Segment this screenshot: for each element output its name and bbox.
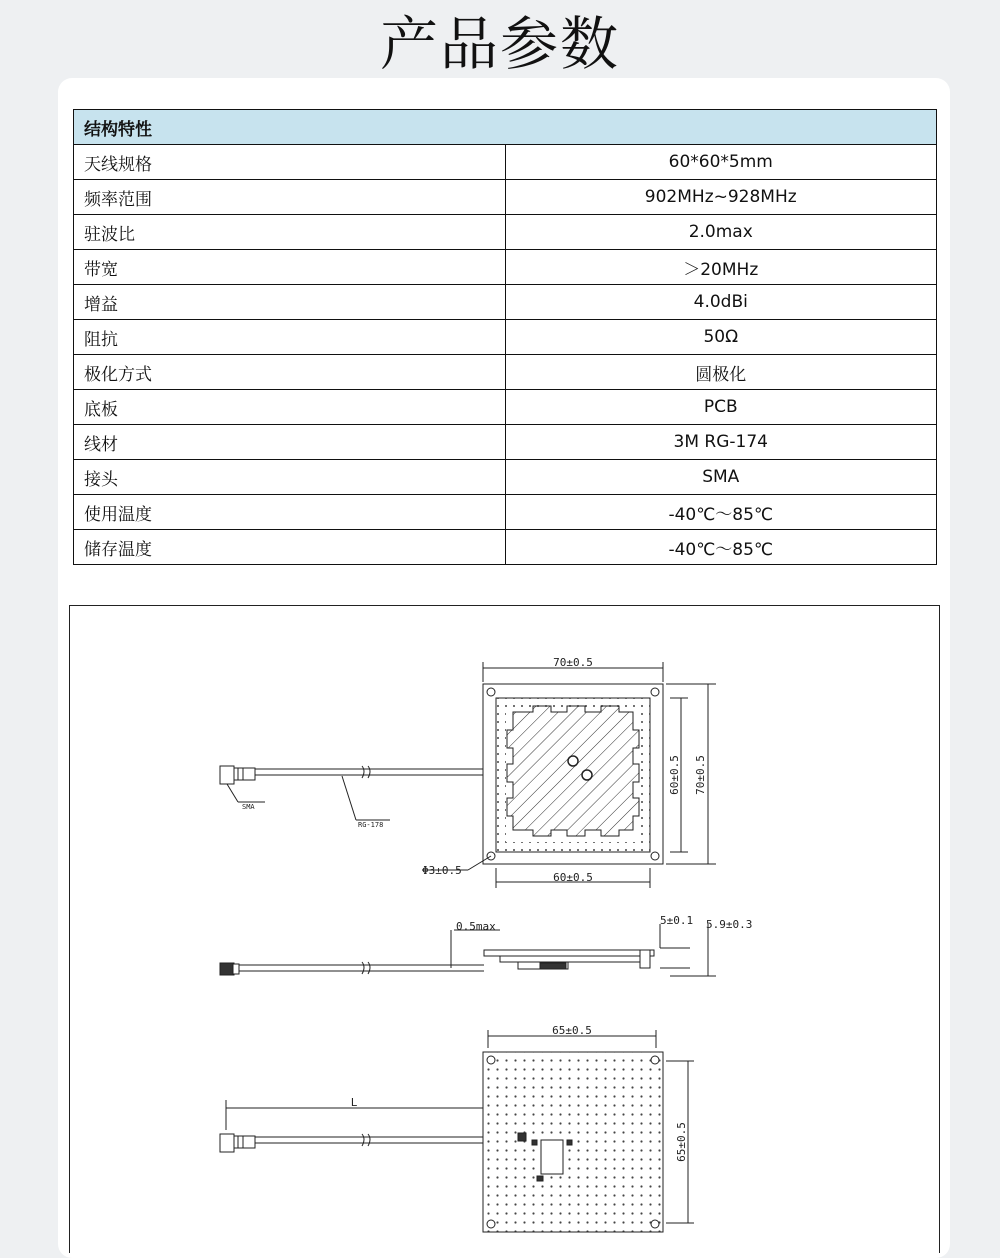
spec-value: 60*60*5mm [505,145,937,180]
spec-value: -40℃～85℃ [505,530,937,565]
spec-label: 驻波比 [74,215,506,250]
spec-value: -40℃～85℃ [505,495,937,530]
spec-value: 圆极化 [505,355,937,390]
bottom-board-outline [483,1052,663,1232]
dim-bottom-width: 65±0.5 [552,1024,592,1037]
dim-outer-width: 70±0.5 [553,656,593,669]
dim-patch-height: 60±0.5 [668,755,681,795]
table-row [74,250,937,285]
spec-value: 4.0dBi [505,285,937,320]
dim-hole: Φ3±0.5 [422,864,462,877]
table-header-row [74,110,937,145]
drawing-svg [70,606,941,1254]
spec-value: 50Ω [505,320,937,355]
dim-board-thickness: 5±0.1 [660,914,694,927]
spec-label: 阻抗 [74,320,506,355]
page-title: 产品参数 [379,10,620,78]
table-row [74,425,937,460]
dim-cable-length: L [350,1096,358,1109]
table-header: 结构特性 [74,110,937,145]
table-row [74,215,937,250]
table-row [74,530,937,565]
spec-label: 储存温度 [74,530,506,565]
spec-value: PCB [505,390,937,425]
cable-label: RG-178 [358,821,384,829]
table-row [74,145,937,180]
radiating-patch [507,706,639,836]
spec-label: 天线规格 [74,145,506,180]
spec-label: 接头 [74,460,506,495]
spec-label: 使用温度 [74,495,506,530]
dim-patch-width: 60±0.5 [553,871,593,884]
table-row [74,460,937,495]
spec-value: ＞20MHz [505,250,937,285]
bottom-view [220,1030,694,1232]
feed-point-1 [568,756,578,766]
top-view [220,662,716,888]
spec-label: 频率范围 [74,180,506,215]
spec-label: 底板 [74,390,506,425]
table-row [74,285,937,320]
table-row [74,320,937,355]
table-row [74,355,937,390]
spec-value: 2.0max [505,215,937,250]
table-row [74,495,937,530]
table-row [74,180,937,215]
spec-label: 增益 [74,285,506,320]
technical-drawing [69,605,940,1253]
dim-bottom-height: 65±0.5 [675,1122,688,1162]
spec-value: SMA [505,460,937,495]
connector-label: SMA [242,803,255,811]
spec-table [73,109,937,565]
spec-value: 3M RG-174 [505,425,937,460]
spec-label: 极化方式 [74,355,506,390]
spec-label: 带宽 [74,250,506,285]
spec-value: 902MHz~928MHz [505,180,937,215]
table-row [74,390,937,425]
dim-total-thickness: 5.9±0.3 [706,918,753,931]
spec-label: 线材 [74,425,506,460]
feed-point-2 [582,770,592,780]
dim-outer-height: 70±0.5 [694,755,707,795]
dim-gap: 0.5max [456,920,496,933]
